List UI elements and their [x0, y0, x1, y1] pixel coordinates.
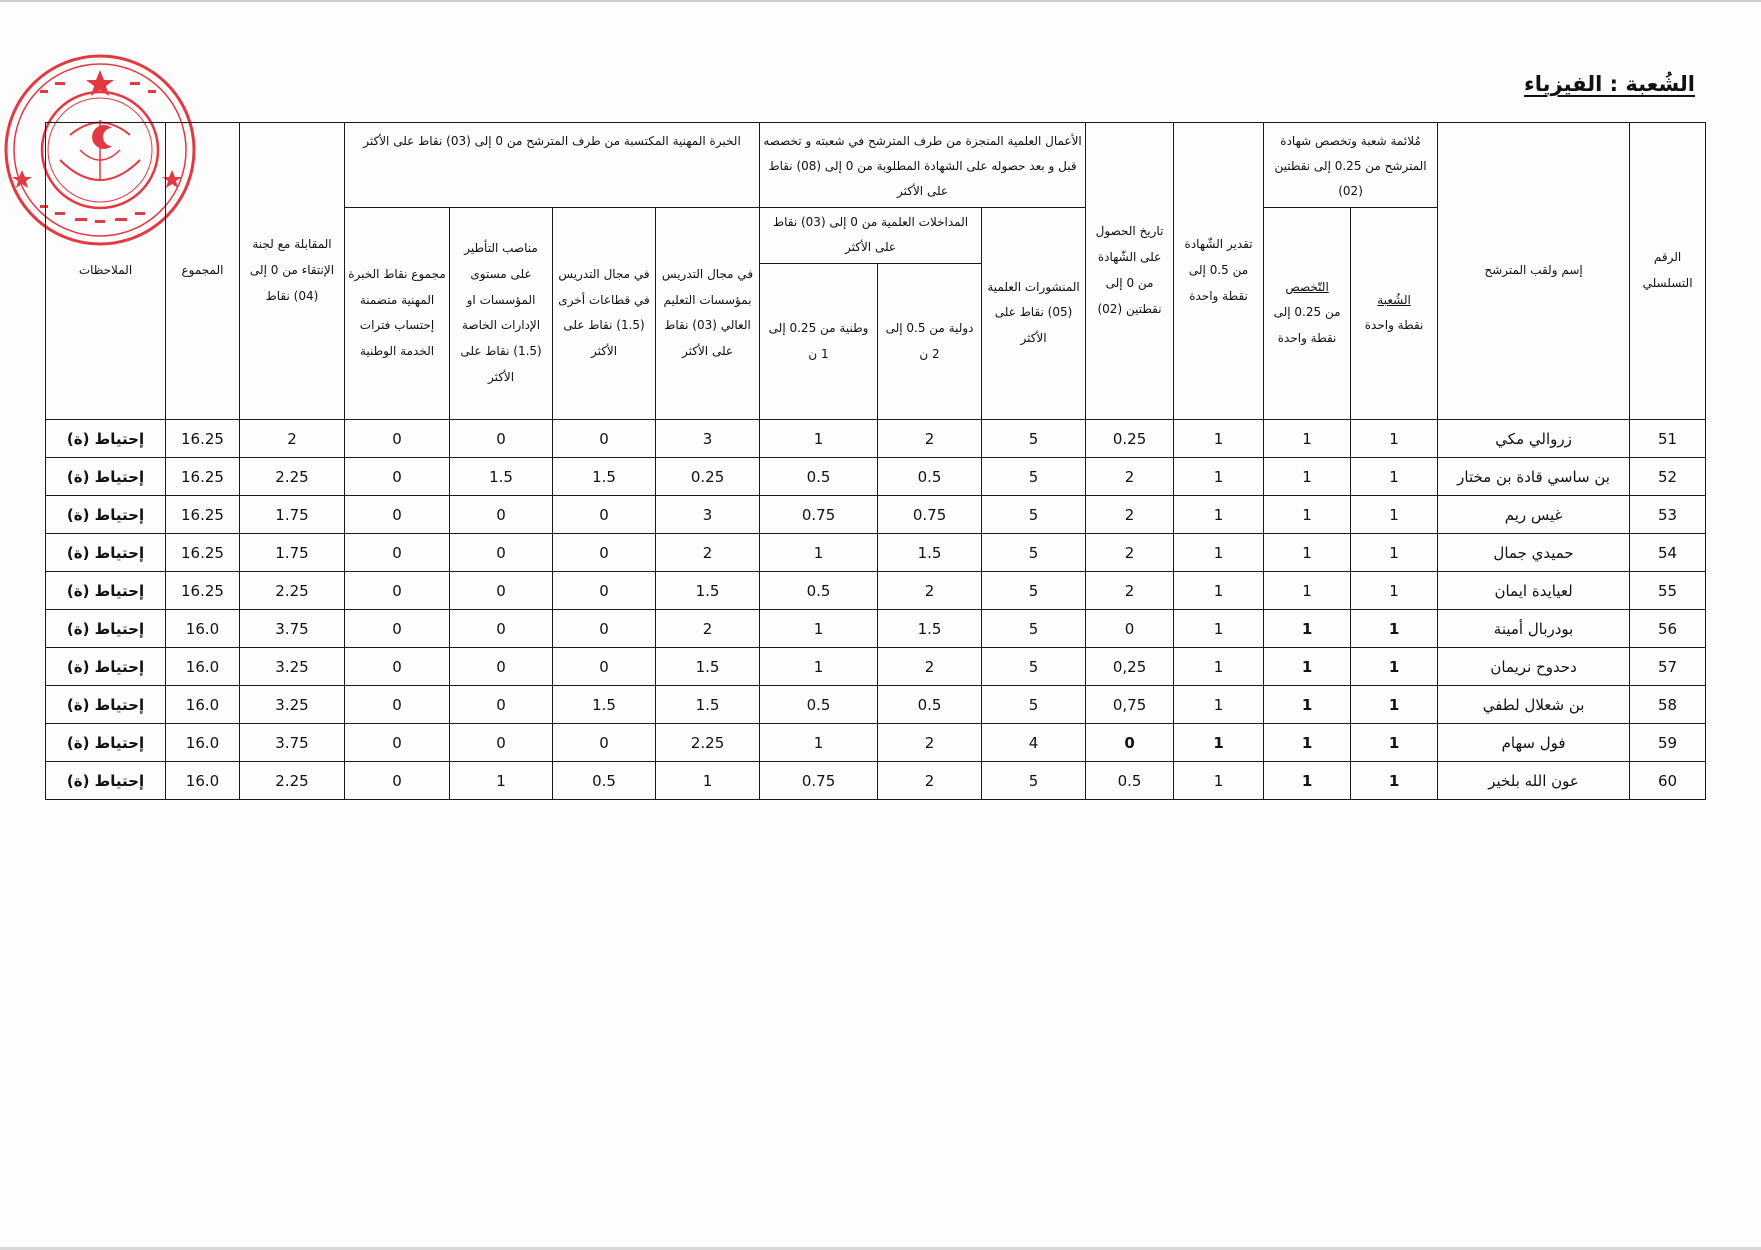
branch-title: الشُعبة : الفيزياء	[1524, 72, 1695, 96]
cell-interview: 2	[240, 420, 345, 458]
cell-supervision: 0	[450, 724, 553, 762]
cell-grade: 1	[1174, 762, 1264, 800]
cell-interview: 2.25	[240, 762, 345, 800]
header-grade: تقدير الشّهادة من 0.5 إلى نقطة واحدة	[1174, 123, 1264, 420]
cell-teach-higher: 0.25	[656, 458, 760, 496]
cell-serial: 59	[1630, 724, 1706, 762]
cell-total: 16.25	[166, 572, 240, 610]
cell-national: 0.75	[760, 496, 878, 534]
cell-specialty: 1	[1264, 496, 1351, 534]
cell-branch: 1	[1351, 648, 1438, 686]
cell-name: بن شعلال لطفي	[1438, 686, 1630, 724]
cell-national: 1	[760, 610, 878, 648]
cell-total: 16.0	[166, 686, 240, 724]
cell-interview: 3.25	[240, 686, 345, 724]
cell-national: 0.5	[760, 458, 878, 496]
cell-national: 0.5	[760, 572, 878, 610]
cell-publications: 5	[982, 648, 1086, 686]
table-row	[46, 496, 1706, 534]
cell-branch: 1	[1351, 610, 1438, 648]
cell-teach-higher: 3	[656, 420, 760, 458]
cell-international: 2	[878, 420, 982, 458]
cell-specialty: 1	[1264, 686, 1351, 724]
header-date: تاريخ الحصول على الشّهادة من 0 إلى نقطتين (02)	[1086, 123, 1174, 420]
cell-date: 0,75	[1086, 686, 1174, 724]
cell-branch: 1	[1351, 724, 1438, 762]
cell-grade: 1	[1174, 572, 1264, 610]
cell-supervision: 0	[450, 420, 553, 458]
cell-date: 0	[1086, 610, 1174, 648]
cell-experience-total: 0	[345, 458, 450, 496]
cell-grade: 1	[1174, 610, 1264, 648]
table-row	[46, 572, 1706, 610]
cell-name: بن ساسي قادة بن مختار	[1438, 458, 1630, 496]
cell-teach-higher: 2	[656, 534, 760, 572]
cell-teach-other: 0	[553, 572, 656, 610]
cell-publications: 5	[982, 610, 1086, 648]
cell-date: 2	[1086, 496, 1174, 534]
cell-grade: 1	[1174, 496, 1264, 534]
cell-total: 16.0	[166, 724, 240, 762]
header-branch-label: الشُعبة	[1377, 292, 1411, 307]
header-specialty-sub: من 0.25 إلى نقطة واحدة	[1273, 305, 1341, 346]
cell-interview: 3.75	[240, 724, 345, 762]
cell-experience-total: 0	[345, 648, 450, 686]
cell-name: زروالي مكي	[1438, 420, 1630, 458]
cell-specialty: 1	[1264, 534, 1351, 572]
cell-date: 0.25	[1086, 420, 1174, 458]
cell-experience-total: 0	[345, 762, 450, 800]
cell-publications: 5	[982, 534, 1086, 572]
cell-total: 16.25	[166, 534, 240, 572]
cell-national: 0.5	[760, 686, 878, 724]
table-row	[46, 458, 1706, 496]
cell-note: إحتياط (ة)	[46, 686, 166, 724]
cell-serial: 51	[1630, 420, 1706, 458]
cell-serial: 60	[1630, 762, 1706, 800]
cell-international: 0.5	[878, 686, 982, 724]
cell-specialty: 1	[1264, 762, 1351, 800]
cell-international: 1.5	[878, 534, 982, 572]
cell-international: 0.5	[878, 458, 982, 496]
header-experience-group: الخبرة المهنية المكتسبة من طرف المترشح من 0 إلى (03) نقاط على الأكثر	[345, 123, 760, 208]
cell-publications: 5	[982, 420, 1086, 458]
cell-supervision: 0	[450, 534, 553, 572]
cell-date: 2	[1086, 458, 1174, 496]
cell-experience-total: 0	[345, 610, 450, 648]
cell-date: 0.5	[1086, 762, 1174, 800]
header-international: دولية من 0.5 إلى 2 ن	[878, 264, 982, 420]
cell-teach-other: 0	[553, 724, 656, 762]
cell-note: إحتياط (ة)	[46, 648, 166, 686]
cell-interview: 2.25	[240, 572, 345, 610]
candidates-table	[45, 122, 1706, 800]
header-works-group: الأعمال العلمية المنجزة من طرف المترشح في شعبته و تخصصه قبل و بعد حصوله على الشهادة المطلوبة من 0 إلى (08) نقاط على الأكثر	[760, 123, 1086, 208]
cell-branch: 1	[1351, 420, 1438, 458]
header-branch-sub: نقطة واحدة	[1364, 318, 1424, 333]
cell-branch: 1	[1351, 458, 1438, 496]
cell-teach-other: 1.5	[553, 458, 656, 496]
cell-note: إحتياط (ة)	[46, 724, 166, 762]
cell-name: حميدي جمال	[1438, 534, 1630, 572]
header-teach-higher: في مجال التدريس بمؤسسات التعليم العالي (03) نقاط على الأكثر	[656, 207, 760, 420]
header-suitability-group: مُلائمة شعبة وتخصص شهادة المترشح من 0.25 إلى نقطتين (02)	[1264, 123, 1438, 208]
header-interview: المقابلة مع لجنة الإنتقاء من 0 إلى (04) نقاط	[240, 123, 345, 420]
cell-experience-total: 0	[345, 686, 450, 724]
candidates-table-container	[45, 122, 1705, 800]
cell-publications: 5	[982, 686, 1086, 724]
header-notes: الملاحظات	[46, 123, 166, 420]
cell-teach-other: 0	[553, 496, 656, 534]
cell-grade: 1	[1174, 458, 1264, 496]
cell-serial: 52	[1630, 458, 1706, 496]
cell-date: 0,25	[1086, 648, 1174, 686]
cell-grade: 1	[1174, 420, 1264, 458]
cell-specialty: 1	[1264, 724, 1351, 762]
header-supervision: مناصب التأطير على مستوى المؤسسات او الإدارات الخاصة (1.5) نقاط على الأكثر	[450, 207, 553, 420]
header-teach-other: في مجال التدريس في قطاعات أخرى (1.5) نقاط على الأكثر	[553, 207, 656, 420]
cell-experience-total: 0	[345, 534, 450, 572]
cell-teach-other: 0	[553, 420, 656, 458]
cell-name: لعيايدة ايمان	[1438, 572, 1630, 610]
cell-supervision: 0	[450, 686, 553, 724]
cell-specialty: 1	[1264, 572, 1351, 610]
cell-teach-higher: 2	[656, 610, 760, 648]
cell-note: إحتياط (ة)	[46, 496, 166, 534]
cell-national: 1	[760, 648, 878, 686]
cell-name: بودربال أمينة	[1438, 610, 1630, 648]
cell-experience-total: 0	[345, 496, 450, 534]
table-row	[46, 534, 1706, 572]
cell-international: 2	[878, 762, 982, 800]
cell-grade: 1	[1174, 724, 1264, 762]
cell-name: دحدوح نريمان	[1438, 648, 1630, 686]
header-national: وطنية من 0.25 إلى 1 ن	[760, 264, 878, 420]
cell-total: 16.25	[166, 458, 240, 496]
cell-serial: 57	[1630, 648, 1706, 686]
table-row	[46, 420, 1706, 458]
table-row	[46, 762, 1706, 800]
cell-international: 1.5	[878, 610, 982, 648]
header-total: المجموع	[166, 123, 240, 420]
cell-teach-other: 0.5	[553, 762, 656, 800]
cell-date: 2	[1086, 534, 1174, 572]
cell-total: 16.0	[166, 648, 240, 686]
cell-teach-higher: 3	[656, 496, 760, 534]
cell-publications: 5	[982, 496, 1086, 534]
table-row	[46, 648, 1706, 686]
header-publications: المنشورات العلمية (05) نقاط على الأكثر	[982, 207, 1086, 420]
cell-name: فول سهام	[1438, 724, 1630, 762]
header-specialty	[1264, 207, 1351, 420]
cell-serial: 54	[1630, 534, 1706, 572]
cell-note: إحتياط (ة)	[46, 458, 166, 496]
cell-supervision: 0	[450, 648, 553, 686]
cell-branch: 1	[1351, 534, 1438, 572]
cell-serial: 58	[1630, 686, 1706, 724]
cell-international: 2	[878, 572, 982, 610]
cell-specialty: 1	[1264, 458, 1351, 496]
cell-experience-total: 0	[345, 420, 450, 458]
cell-publications: 4	[982, 724, 1086, 762]
cell-specialty: 1	[1264, 610, 1351, 648]
cell-total: 16.25	[166, 420, 240, 458]
cell-note: إحتياط (ة)	[46, 420, 166, 458]
header-branch	[1351, 207, 1438, 420]
cell-branch: 1	[1351, 762, 1438, 800]
cell-national: 1	[760, 724, 878, 762]
cell-branch: 1	[1351, 496, 1438, 534]
cell-interview: 3.25	[240, 648, 345, 686]
header-serial: الرقم التسلسلي	[1630, 123, 1706, 420]
cell-teach-higher: 1.5	[656, 686, 760, 724]
cell-grade: 1	[1174, 648, 1264, 686]
cell-supervision: 0	[450, 496, 553, 534]
cell-note: إحتياط (ة)	[46, 534, 166, 572]
cell-total: 16.0	[166, 610, 240, 648]
cell-interview: 1.75	[240, 534, 345, 572]
header-interventions-group: المداخلات العلمية من 0 إلى (03) نقاط على الأكثر	[760, 207, 982, 264]
cell-serial: 55	[1630, 572, 1706, 610]
cell-grade: 1	[1174, 686, 1264, 724]
cell-supervision: 0	[450, 572, 553, 610]
cell-publications: 5	[982, 572, 1086, 610]
cell-name: عون الله بلخير	[1438, 762, 1630, 800]
cell-teach-other: 1.5	[553, 686, 656, 724]
cell-note: إحتياط (ة)	[46, 762, 166, 800]
table-row	[46, 686, 1706, 724]
cell-date: 0	[1086, 724, 1174, 762]
cell-branch: 1	[1351, 572, 1438, 610]
cell-total: 16.0	[166, 762, 240, 800]
cell-publications: 5	[982, 458, 1086, 496]
cell-experience-total: 0	[345, 724, 450, 762]
cell-supervision: 1.5	[450, 458, 553, 496]
header-name: إسم ولقب المترشح	[1438, 123, 1630, 420]
cell-teach-higher: 1	[656, 762, 760, 800]
cell-note: إحتياط (ة)	[46, 572, 166, 610]
cell-serial: 56	[1630, 610, 1706, 648]
cell-serial: 53	[1630, 496, 1706, 534]
cell-experience-total: 0	[345, 572, 450, 610]
table-row	[46, 610, 1706, 648]
cell-note: إحتياط (ة)	[46, 610, 166, 648]
cell-interview: 1.75	[240, 496, 345, 534]
cell-interview: 3.75	[240, 610, 345, 648]
cell-national: 1	[760, 420, 878, 458]
cell-supervision: 0	[450, 610, 553, 648]
table-row	[46, 724, 1706, 762]
cell-date: 2	[1086, 572, 1174, 610]
cell-teach-higher: 1.5	[656, 648, 760, 686]
cell-teach-higher: 1.5	[656, 572, 760, 610]
cell-name: غيس ريم	[1438, 496, 1630, 534]
cell-specialty: 1	[1264, 648, 1351, 686]
cell-publications: 5	[982, 762, 1086, 800]
cell-supervision: 1	[450, 762, 553, 800]
cell-teach-higher: 2.25	[656, 724, 760, 762]
cell-national: 1	[760, 534, 878, 572]
cell-specialty: 1	[1264, 420, 1351, 458]
header-experience-total: مجموع نقاط الخبرة المهنية متضمنة إحتساب فترات الخدمة الوطنية	[345, 207, 450, 420]
cell-branch: 1	[1351, 686, 1438, 724]
cell-teach-other: 0	[553, 648, 656, 686]
cell-grade: 1	[1174, 534, 1264, 572]
cell-total: 16.25	[166, 496, 240, 534]
cell-interview: 2.25	[240, 458, 345, 496]
cell-international: 0.75	[878, 496, 982, 534]
cell-international: 2	[878, 648, 982, 686]
cell-national: 0.75	[760, 762, 878, 800]
page-edge	[0, 0, 1761, 2]
cell-international: 2	[878, 724, 982, 762]
cell-teach-other: 0	[553, 534, 656, 572]
header-specialty-label: التّخصص	[1285, 279, 1329, 294]
cell-teach-other: 0	[553, 610, 656, 648]
